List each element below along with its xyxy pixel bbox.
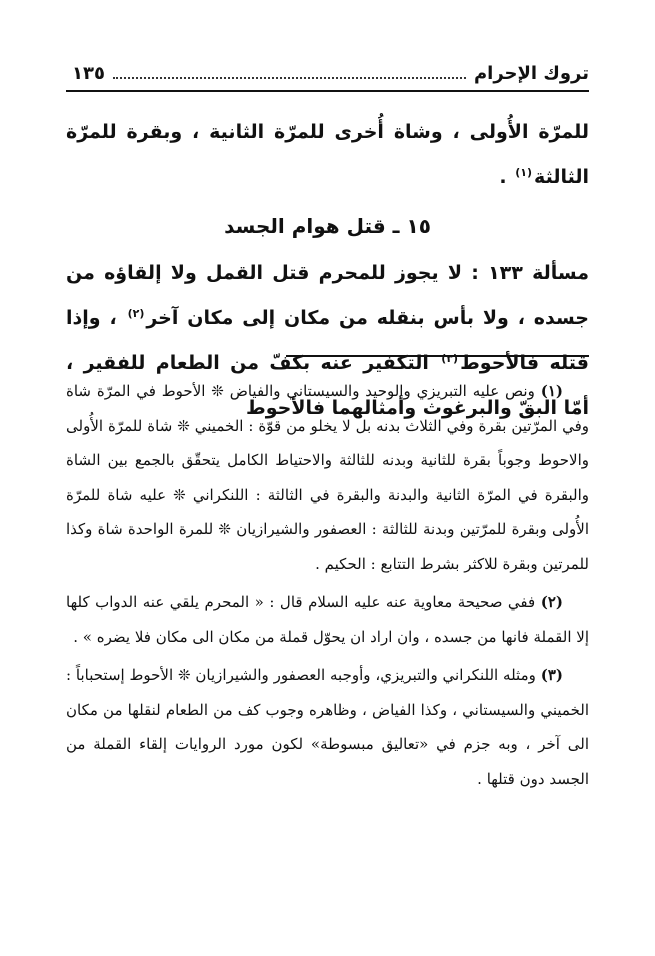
paragraph-continuation [66,110,589,200]
running-header [72,60,589,86]
footnote-number: (١) [540,382,563,400]
header-title: تروك الإحرام [473,62,589,84]
footnote-text: ففي صحيحة معاوية عنه عليه السلام قال : « المحرم يلقي عنه الدواب كلها إلا القملة فانها من جسده ، وان اراد ان يحوّل قملة من مكان الى مكان فلا يضره » . [66,593,589,646]
footnote-text: ونص عليه التبريزي والوحيد والسيستاني والفياض ❊ الأحوط في المرّة شاة وفي المرّتين بقرة وفي الثلاث بدنه بل لا يخلو من قوّة : الخميني ❊ شاة للمرّة الأُولى والاحوط وجوباً بقرة للثانية وبدنه للثالثة والاحتياط الكامل يتحقّق بالجمع بين الشاة والبقرة في المرّة الثانية والبدنة والبقرة في الثالثة : اللنكراني ❊ عليه شاة للمرّة الأُولى وبقرة للمرّتين وبدنة للثالثة : العصفور والشيرازيان ❊ للمرة الواحدة شاة وكذا للمرتين وبقرة للاكثر بشرط التتابع : الحكيم . [66,382,589,573]
masala-text-part-3: التكفير عنه بكفّ من الطعام للفقير ، أمّا البقّ والبرغوث وأمثالهما فالأحوط [66,352,589,419]
footnote-number: (٢) [540,593,563,611]
footnote-ref-3[interactable]: (٣) [441,351,459,365]
footnote-separator [286,355,589,357]
header-rule [66,90,589,92]
masala-label: مسألة ١٣٣ [488,262,589,284]
footnote-1 [66,374,589,581]
masala-text-part-1: : لا يجوز للمحرم قتل القمل ولا إلقاؤه من جسده ، ولا بأس بنقله من مكان إلى مكان آخر [66,262,589,329]
page-number: ١٣٥ [72,62,105,84]
section-heading: ١٥ ـ قتل هوام الجسد [224,214,431,238]
footnotes [66,374,589,796]
footnote-text: ومثله اللنكراني والتبريزي، وأوجبه العصفور والشيرازيان ❊ الأحوط إستحباباً : الخميني والسيستاني ، وكذا الفياض ، وظاهره وجوب كف من الطعام لنقلها من مكان الى آخر ، وبه جزم في «تعاليق مبسوطة» لكون مورد الروايات إلقاء القملة من الجسد دون قتلها . [66,666,589,788]
footnote-ref-2[interactable]: (٢) [127,306,145,320]
paragraph-end: . [499,166,514,188]
paragraph-text: للمرّة الأُولى ، وشاة أُخرى للمرّة الثانية ، وبقرة للمرّة الثالثة [66,121,589,188]
footnote-ref-1[interactable]: (١) [515,165,533,179]
footnote-3 [66,658,589,796]
masala-text-part-2: ، وإذا قتله فالأحوط [66,307,589,374]
footnote-2 [66,585,589,654]
footnote-number: (٣) [540,666,563,684]
header-dotted-leader [113,77,466,79]
